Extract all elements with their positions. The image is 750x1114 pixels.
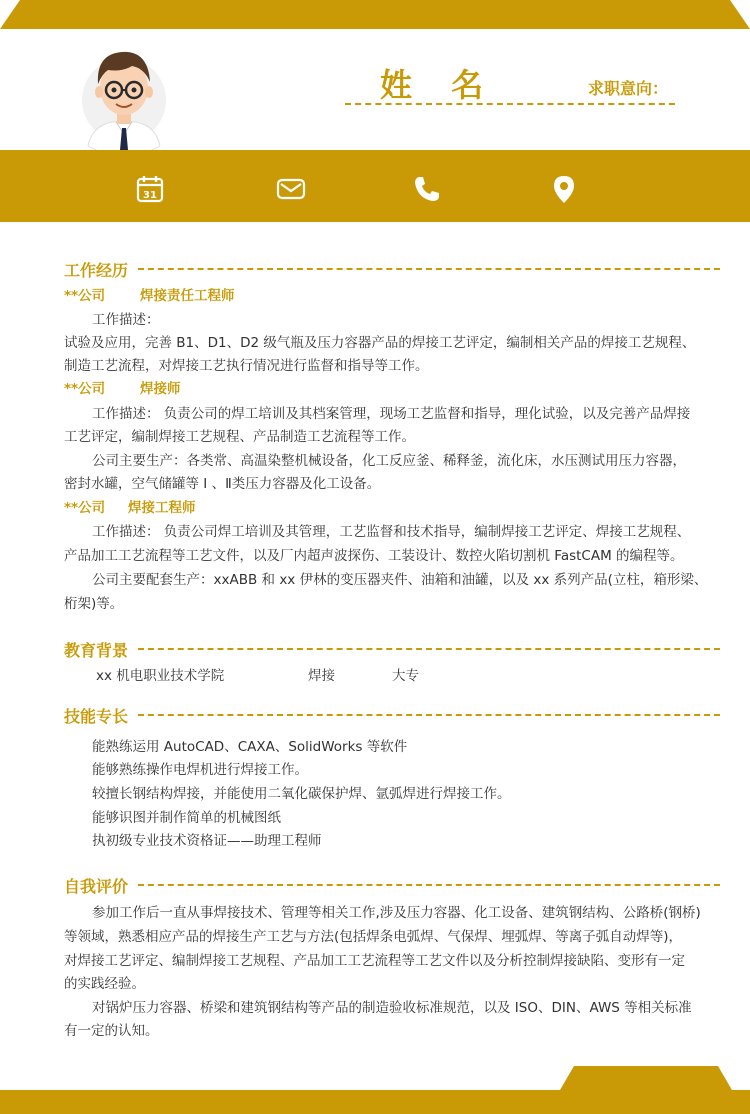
bottom-bar: [0, 1090, 750, 1114]
job-intent-label: 求职意向：: [588, 79, 669, 98]
job-company: **公司: [64, 288, 106, 304]
job-text: 公司主要生产：各类常、高温染整机械设备，化工反应釜、稀释釜，流化床，水压测试用压力容器，: [92, 453, 686, 469]
self-eval-text: 对焊接工艺评定、编制焊接工艺规程、产品加工工艺流程等工艺文件以及分析控制焊接缺陷、变形有一定: [64, 953, 685, 969]
job-text: 试验及应用，完善 B1、D1、D2 级气瓶及压力容器产品的焊接工艺评定，编制相关产品的焊接工艺规程、: [64, 335, 696, 351]
self-eval-section-title: 自我评价: [64, 877, 129, 896]
work-section-divider: [138, 268, 720, 270]
job-position: 焊接责任工程师: [140, 288, 235, 304]
job-text: 工作描述： 负责公司的焊工培训及其档案管理，现场工艺监督和指导，理化试验，以及完善产品焊接: [92, 406, 691, 422]
skills-section-divider: [138, 714, 720, 716]
skill-item: 较擅长钢结构焊接，并能使用二氧化碳保护焊、氩弧焊进行焊接工作。: [92, 786, 511, 802]
avatar: [82, 42, 166, 156]
skill-item: 能够熟练操作电焊机进行焊接工作。: [92, 762, 308, 778]
education-section-divider: [138, 648, 720, 650]
job-text: 工艺评定，编制焊接工艺规程、产品制造工艺流程等工作。: [64, 429, 415, 445]
top-bar: [0, 0, 750, 29]
job-position: 焊接师: [140, 381, 181, 397]
skills-section-title: 技能专长: [64, 707, 129, 726]
job-text: 工作描述：: [92, 312, 160, 328]
top-bar-notch-left: [0, 0, 20, 29]
job-text: 制造工艺流程，对焊接工艺执行情况进行监督和指导等工作。: [64, 358, 429, 374]
bottom-tab: [560, 1066, 732, 1090]
self-eval-text: 等领域，熟悉相应产品的焊接生产工艺与方法(包括焊条电弧焊、气保焊、埋弧焊、等离子弧自动焊等)，: [64, 929, 683, 945]
job-text: 桁架)等。: [64, 596, 124, 612]
job-text: 产品加工工艺流程等工艺文件，以及厂内超声波探伤、工装设计、数控火陷切割机 FastCAM 的编程等。: [64, 548, 684, 564]
job-company: **公司: [64, 381, 106, 397]
self-eval-text: 有一定的认知。: [64, 1023, 159, 1039]
self-eval-text: 对锅炉压力容器、桥梁和建筑钢结构等产品的制造验收标准规范，以及 ISO、DIN、AWS 等相关标准: [92, 1000, 692, 1016]
education-major: 焊接: [308, 668, 335, 684]
job-text: 工作描述： 负责公司焊工培训及其管理，工艺监督和技术指导，编制焊接工艺评定、焊接工艺规程、: [92, 524, 691, 540]
education-degree: 大专: [392, 668, 419, 684]
self-eval-section-divider: [138, 884, 720, 886]
name-divider: [345, 103, 675, 105]
education-school: xx 机电职业技术学院: [96, 668, 225, 684]
skill-item: 能熟练运用 AutoCAD、CAXA、SolidWorks 等软件: [92, 739, 408, 755]
job-text: 公司主要配套生产：xxABB 和 xx 伊林的变压器夹件、油箱和油罐，以及 xx 系列产品(立柱，箱形梁、: [92, 572, 708, 588]
candidate-name: 姓 名: [380, 66, 498, 104]
education-section-title: 教育背景: [64, 641, 129, 660]
work-section-title: 工作经历: [64, 261, 129, 280]
self-eval-text: 的实践经验。: [64, 976, 145, 992]
job-company: **公司: [64, 500, 106, 516]
top-bar-notch-right: [730, 0, 750, 29]
location-icon: [549, 174, 579, 204]
skill-item: 能够识图并制作简单的机械图纸: [92, 810, 281, 826]
self-eval-text: 参加工作后一直从事焊接技术、管理等相关工作,涉及压力容器、化工设备、建筑钢结构、公路桥(钢桥): [92, 905, 701, 921]
contact-band: [0, 150, 750, 222]
calendar-day: 31: [143, 190, 157, 201]
phone-icon: [412, 174, 442, 204]
mail-icon: [276, 174, 306, 204]
skill-item: 执初级专业技术资格证——助理工程师: [92, 833, 322, 849]
job-position: 焊接工程师: [128, 500, 196, 516]
calendar-icon: [135, 174, 165, 204]
job-text: 密封水罐，空气储罐等 Ⅰ 、Ⅱ类压力容器及化工设备。: [64, 476, 381, 492]
